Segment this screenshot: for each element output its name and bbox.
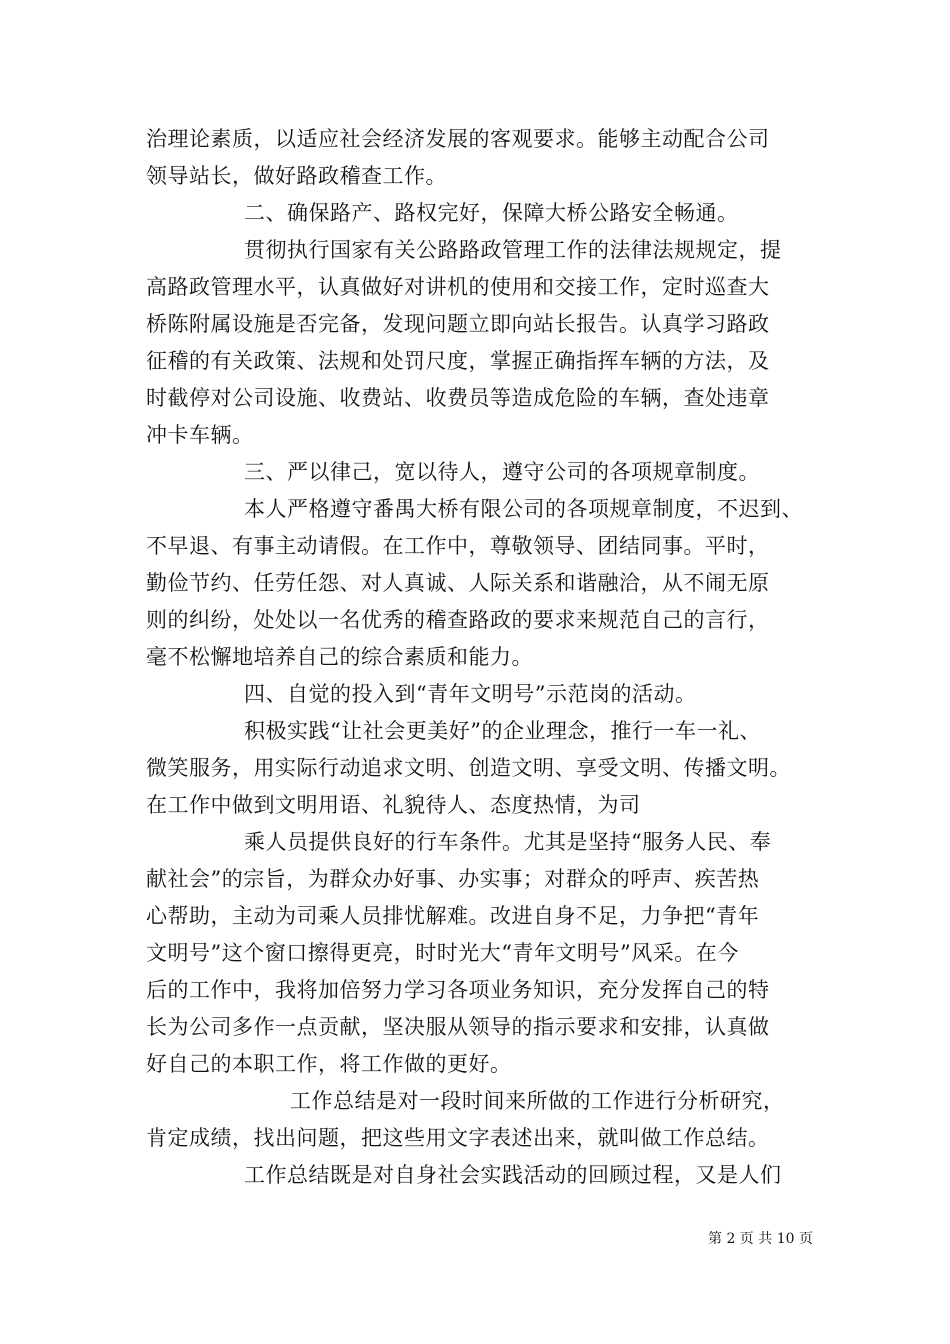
- section-heading: 二、确保路产、路权完好，保障大桥公路安全畅通。: [244, 201, 739, 225]
- text-line: 不早退、有事主动请假。在工作中，尊敬领导、团结同事。平时，: [146, 534, 770, 558]
- text-line: 乘人员提供良好的行车条件。尤其是坚持“服务人民、奉: [244, 830, 772, 854]
- section-heading: 四、自觉的投入到“青年文明号”示范岗的活动。: [244, 682, 697, 706]
- text-line: 桥陈附属设施是否完备，发现问题立即向站长报告。认真学习路政: [146, 312, 770, 336]
- text-line: 征稽的有关政策、法规和处罚尺度，掌握正确指挥车辆的方法，及: [146, 349, 770, 373]
- text-line: 贯彻执行国家有关公路路政管理工作的法律法规规定，提: [244, 238, 782, 262]
- text-line: 文明号”这个窗口擦得更亮，时时光大“青年文明号”风采。在今: [146, 941, 739, 965]
- text-line: 后的工作中，我将加倍努力学习各项业务知识，充分发挥自己的特: [146, 978, 770, 1002]
- text-line: 则的纠纷，处处以一名优秀的稽查路政的要求来规范自己的言行，: [146, 608, 770, 632]
- text-line: 领导站长，做好路政稽查工作。: [146, 164, 447, 188]
- text-line: 时截停对公司设施、收费站、收费员等造成危险的车辆，查处违章: [146, 386, 770, 410]
- section-heading: 三、严以律己，宽以待人，遵守公司的各项规章制度。: [244, 460, 760, 484]
- text-line: 本人严格遵守番禺大桥有限公司的各项规章制度，不迟到、: [244, 497, 803, 521]
- text-line: 献社会”的宗旨，为群众办好事、办实事；对群众的呼声、疾苦热: [146, 867, 760, 891]
- text-line: 治理论素质，以适应社会经济发展的客观要求。能够主动配合公司: [146, 127, 770, 151]
- text-line: 好自己的本职工作，将工作做的更好。: [146, 1052, 512, 1076]
- text-line: 肯定成绩，找出问题，把这些用文字表述出来，就叫做工作总结。: [146, 1126, 770, 1150]
- text-line: 工作总结是对一段时间来所做的工作进行分析研究，: [290, 1089, 785, 1113]
- text-line: 在工作中做到文明用语、礼貌待人、态度热情，为司: [146, 793, 641, 817]
- text-line: 微笑服务，用实际行动追求文明、创造文明、享受文明、传播文明。: [146, 756, 791, 780]
- text-line: 心帮助，主动为司乘人员排忧解难。改进自身不足，力争把“青年: [146, 904, 760, 928]
- text-line: 积极实践“让社会更美好”的企业理念，推行一车一礼、: [244, 719, 761, 743]
- text-line: 毫不松懈地培养自己的综合素质和能力。: [146, 645, 533, 669]
- text-line: 工作总结既是对自身社会实践活动的回顾过程，又是人们: [244, 1163, 782, 1187]
- text-line: 长为公司多作一点贡献，坚决服从领导的指示要求和安排，认真做: [146, 1015, 770, 1039]
- text-line: 勤俭节约、任劳任怨、对人真诚、人际关系和谐融洽，从不闹无原: [146, 571, 770, 595]
- text-line: 高路政管理水平，认真做好对讲机的使用和交接工作，定时巡查大: [146, 275, 770, 299]
- text-line: 冲卡车辆。: [146, 423, 254, 447]
- page-number: 第 2 页 共 10 页: [708, 1231, 813, 1247]
